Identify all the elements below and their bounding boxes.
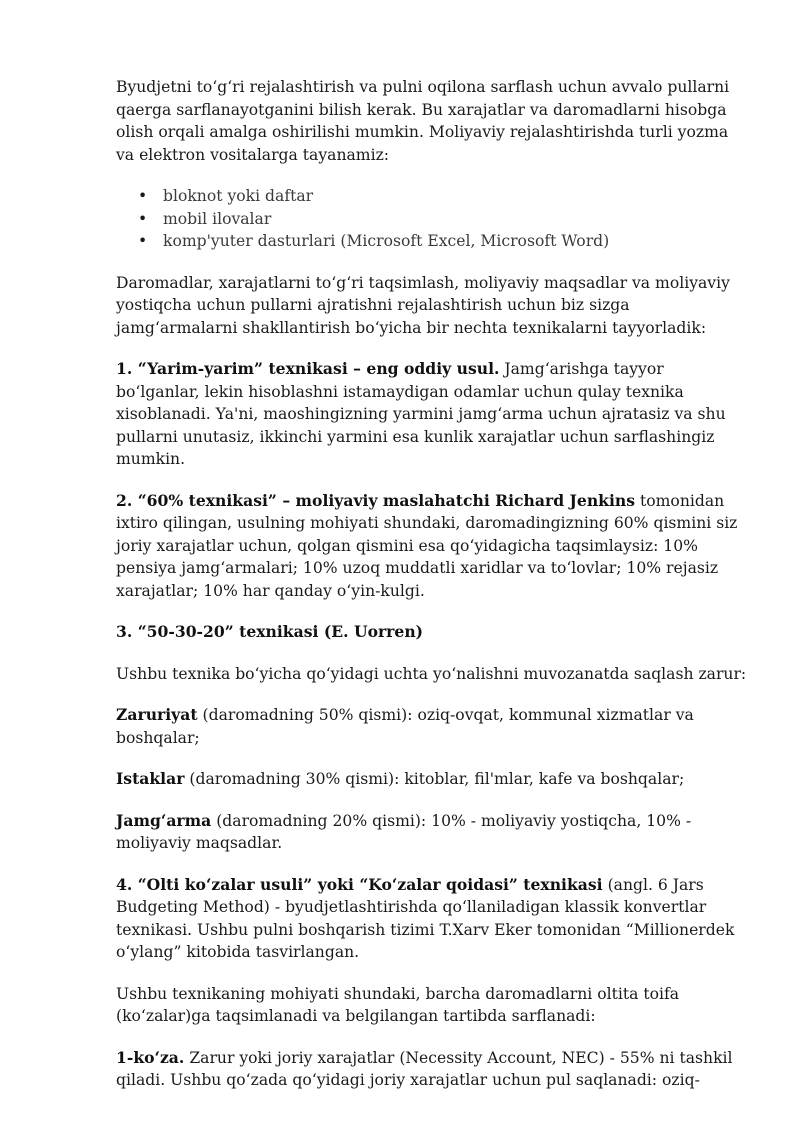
technique-1-paragraph: [116, 358, 750, 471]
technique-1-title: 1. “Yarim-yarim” texnikasi – eng oddiy usul.: [116, 359, 500, 378]
list-item: • komp'yuter dasturlari (Microsoft Excel, Microsoft Word): [163, 230, 750, 253]
needs-paragraph: [116, 704, 750, 749]
intro-paragraph: Byudjetni to‘g‘ri rejalashtirish va pulni oqilona sarflash uchun avvalo pullarni qaerga sarflanayotganini bilish kerak. Bu xarajatlar va daromadlarni hisobga olish orqali amalga oshirilishi mumkin. Moliyaviy rejalashtirishda turli yozma va elektron vositalarga tayanamiz:: [116, 78, 730, 164]
wants-title: Istaklar: [116, 769, 185, 788]
savings-paragraph: [116, 810, 750, 855]
jar-1-title: 1-ko‘za.: [116, 1047, 185, 1067]
savings-title: Jamg‘arma: [116, 810, 212, 830]
technique-4-title: 4. “Olti ko‘zalar usuli” yoki “Ko‘zalar qoidasi” texnikasi: [116, 874, 603, 894]
technique-3-heading: [116, 621, 750, 644]
technique-4-paragraph: [116, 874, 750, 964]
list-item: • mobil ilovalar: [163, 208, 750, 231]
list-item: • bloknot yoki daftar: [163, 185, 750, 208]
technique-4-essence: Ushbu texnikaning mohiyati shundaki, barcha daromadlarni oltita toifa (ko‘zalar)ga taqsimlanadi va belgilangan tartibda sarflanadi:: [116, 984, 680, 1025]
technique-3-title: 3. “50-30-20” texnikasi (E. Uorren): [116, 622, 424, 641]
technique-2-text: tomonidan ixtiro qilingan, usulning mohiyati shundaki, daromadingizning 60% qismini siz joriy xarajatlar uchun, qolgan qismini esa qo‘yidagicha taqsimlaysiz: 10% pensiya jamg‘armalari; 10% uzoq muddatli xaridlar va to‘lovlar; 10% rejasiz xarajatlar; 10% har qanday o‘yin-kulgi.: [116, 491, 738, 600]
tools-list: [116, 185, 750, 253]
wants-text: (daromadning 30% qismi): kitoblar, fil'mlar, kafe va boshqalar;: [184, 770, 685, 788]
technique-1-text: Jamg‘arishga tayyor bo‘lganlar, lekin hisoblashni istamaydigan odamlar uchun qulay texnika xisoblanadi. Ya'ni, maoshingizning yarmini jamg‘arma uchun ajratasiz va shu pullarni unutasiz, ikkinchi yarmini esa kunlik xarajatlar uchun sarflashingiz mumkin.: [116, 360, 726, 468]
technique-3-lead: Ushbu texnika bo‘yicha qo‘yidagi uchta yo‘nalishni muvozanatda saqlash zarur:: [116, 664, 747, 683]
technique-2-paragraph: [116, 490, 750, 603]
technique-4-text: (angl. 6 Jars Budgeting Method) - byudjetlashtirishda qo‘llaniladigan klassik konvertlar texnikasi. Ushbu pulni boshqarish tizimi T.Xarv Eker tomonidan “Millionerdek o‘ylang” kitobida tasvirlangan.: [116, 875, 735, 961]
jar-1-text: Zarur yoki joriy xarajatlar (Necessity Account, NEC) - 55% ni tashkil qiladi. Ushbu qo‘zada qo‘yidagi joriy xarajatlar uchun pul saqlanadi: oziq-: [116, 1048, 733, 1089]
document-page: [116, 76, 750, 1111]
needs-title: Zaruriyat: [116, 705, 198, 724]
techniques-intro-paragraph: Daromadlar, xarajatlarni to‘g‘ri taqsimlash, moliyaviy maqsadlar va moliyaviy yostiqcha uchun pullarni ajratishni rejalashtirish uchun biz sizga jamg‘armalarni shakllantirish bo‘yicha bir nechta texnikalarni tayyorladik:: [116, 273, 730, 337]
savings-text: (daromadning 20% qismi): 10% - moliyaviy yostiqcha, 10% - moliyaviy maqsadlar.: [116, 811, 692, 852]
technique-2-title: 2. “60% texnikasi” – moliyaviy maslahatchi Richard Jenkins: [116, 490, 636, 510]
jar-1-paragraph: [116, 1047, 750, 1092]
needs-text: (daromadning 50% qismi): oziq-ovqat, kommunal xizmatlar va boshqalar;: [116, 706, 694, 747]
wants-paragraph: [116, 768, 750, 791]
